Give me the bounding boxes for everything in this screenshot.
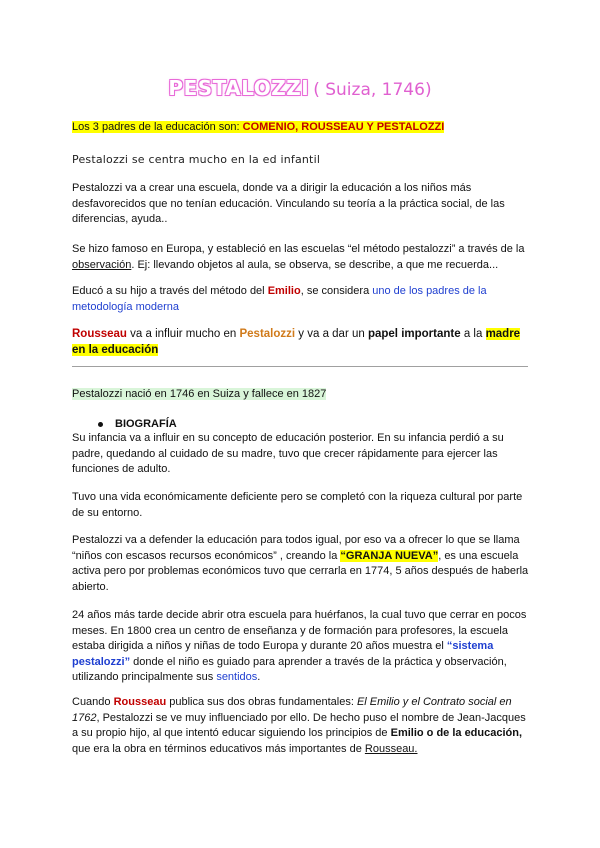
sentidos: sentidos (216, 671, 258, 683)
papel-importante: papel importante (367, 328, 461, 340)
obras-titulos: El Emilio y el Contrato social en 1762 (72, 696, 512, 724)
paragraph-obras (72, 695, 532, 757)
famoso-text-c: . Ej: llevando objetos al aula, se observa, se describe, a que me recuerda... (131, 258, 499, 271)
padres-lead: Los 3 padres de la educación son: (72, 121, 243, 133)
paragraph-padres (72, 120, 532, 136)
influencia-text-d: y va a dar un (295, 328, 368, 340)
influencia-text-f: a la (460, 328, 486, 340)
emilio-text-c: , se considera (300, 285, 373, 297)
obras-text-c: publica sus dos obras fundamentales: (166, 696, 357, 708)
famoso-text-a: Se hizo famoso en Europa, y estableció en las escuelas “el método pestalozzi” a través de la (72, 243, 525, 255)
divider (72, 366, 528, 367)
document-title (0, 76, 600, 100)
paragraph-escuela: Pestalozzi va a crear una escuela, donde va a dirigir la educación a los niños más desfavorecidos que no tenían educación. Vinculando su teoría a la práctica social, de las diferencias, ayuda.. (72, 182, 505, 225)
emilio-text-a: Educó a su hijo a través del método del (72, 285, 268, 297)
rousseau-name-2: Rousseau (113, 696, 167, 708)
emilio-name: Emilio (267, 285, 301, 297)
paragraph-granja (72, 533, 532, 595)
title-subtitle: ( Suiza, 1746) (313, 80, 432, 100)
rousseau-name: Rousseau (72, 328, 127, 340)
granja-nueva: “GRANJA NUEVA” (340, 549, 439, 562)
paragraph-nacimiento (72, 387, 532, 403)
emilio-metodologia: uno de los padres de la metodología moderna (72, 285, 487, 313)
biografia-heading (98, 418, 177, 430)
title-main: PESTALOZZI (168, 76, 310, 100)
madre-educacion: madre en la educación (72, 328, 521, 356)
granja-text-c: , es una escuela activa pero por problemas económicos tuvo que cerrarla en 1774, 5 años después de haberla abierto. (72, 549, 529, 593)
padres-names: COMENIO, ROUSSEAU Y PESTALOZZI (242, 121, 445, 133)
huerfanos-text-a: 24 años más tarde decide abrir otra escuela para huérfanos, la cual tuvo que cerrar en pocos meses. En 1800 crea un centro de enseñanza y de formación para profesores, la escuela estaba dirigida a niños y niñas de todo Europa y durante 20 años muestra el (72, 609, 527, 652)
paragraph-vida: Tuvo una vida económicamente deficiente pero se completó con la riqueza cultural por parte de su entorno. (72, 491, 523, 519)
paragraph-rousseau-influencia (72, 327, 532, 358)
sistema-pestalozzi: “sistema pestalozzi” (72, 640, 494, 668)
rousseau-underlined: Rousseau. (364, 742, 418, 755)
influencia-text-b: va a influir mucho en (126, 328, 240, 340)
paragraph-famoso (72, 242, 532, 273)
obras-text-g: que era la obra en términos educativos más importantes de (72, 742, 365, 755)
obras-text-e: , Pestalozzi se ve muy influenciado por ello. De hecho puso el nombre de Jean-Jacques a su propio hijo, al que intentó educar siguiendo los principios de (72, 711, 526, 739)
huerfanos-text-c: donde el niño es guiado para aprender a través de la práctica y observación, utilizando principalmente sus (72, 655, 507, 683)
biografia-label: BIOGRAFÍA (115, 418, 177, 430)
nacimiento-text: Pestalozzi nació en 1746 en Suiza y fallece en 1827 (72, 388, 327, 400)
obras-text-a: Cuando (72, 696, 114, 708)
granja-text-a: Pestalozzi va a defender la educación para todos igual, por eso va a ofrecer lo que se llama “niños con escasos recursos económicos” , creando la (72, 534, 520, 562)
pestalozzi-name: Pestalozzi (239, 328, 296, 340)
paragraph-huerfanos (72, 608, 532, 686)
famoso-observacion: observación (72, 258, 132, 271)
paragraph-emilio (72, 284, 532, 315)
paragraph-infancia: Su infancia va a influir en su concepto de educación posterior. En su infancia perdió a su padre, quedando al cuidado de su madre, tuvo que crecer rápidamente para ejercer las funciones de adulto. (72, 432, 504, 475)
huerfanos-text-e: . (257, 671, 261, 683)
paragraph-infantil: Pestalozzi se centra mucho en la ed infantil (72, 153, 321, 166)
bullet-dot-icon (98, 422, 103, 427)
emilio-educacion: Emilio o de la educación, (390, 727, 523, 739)
